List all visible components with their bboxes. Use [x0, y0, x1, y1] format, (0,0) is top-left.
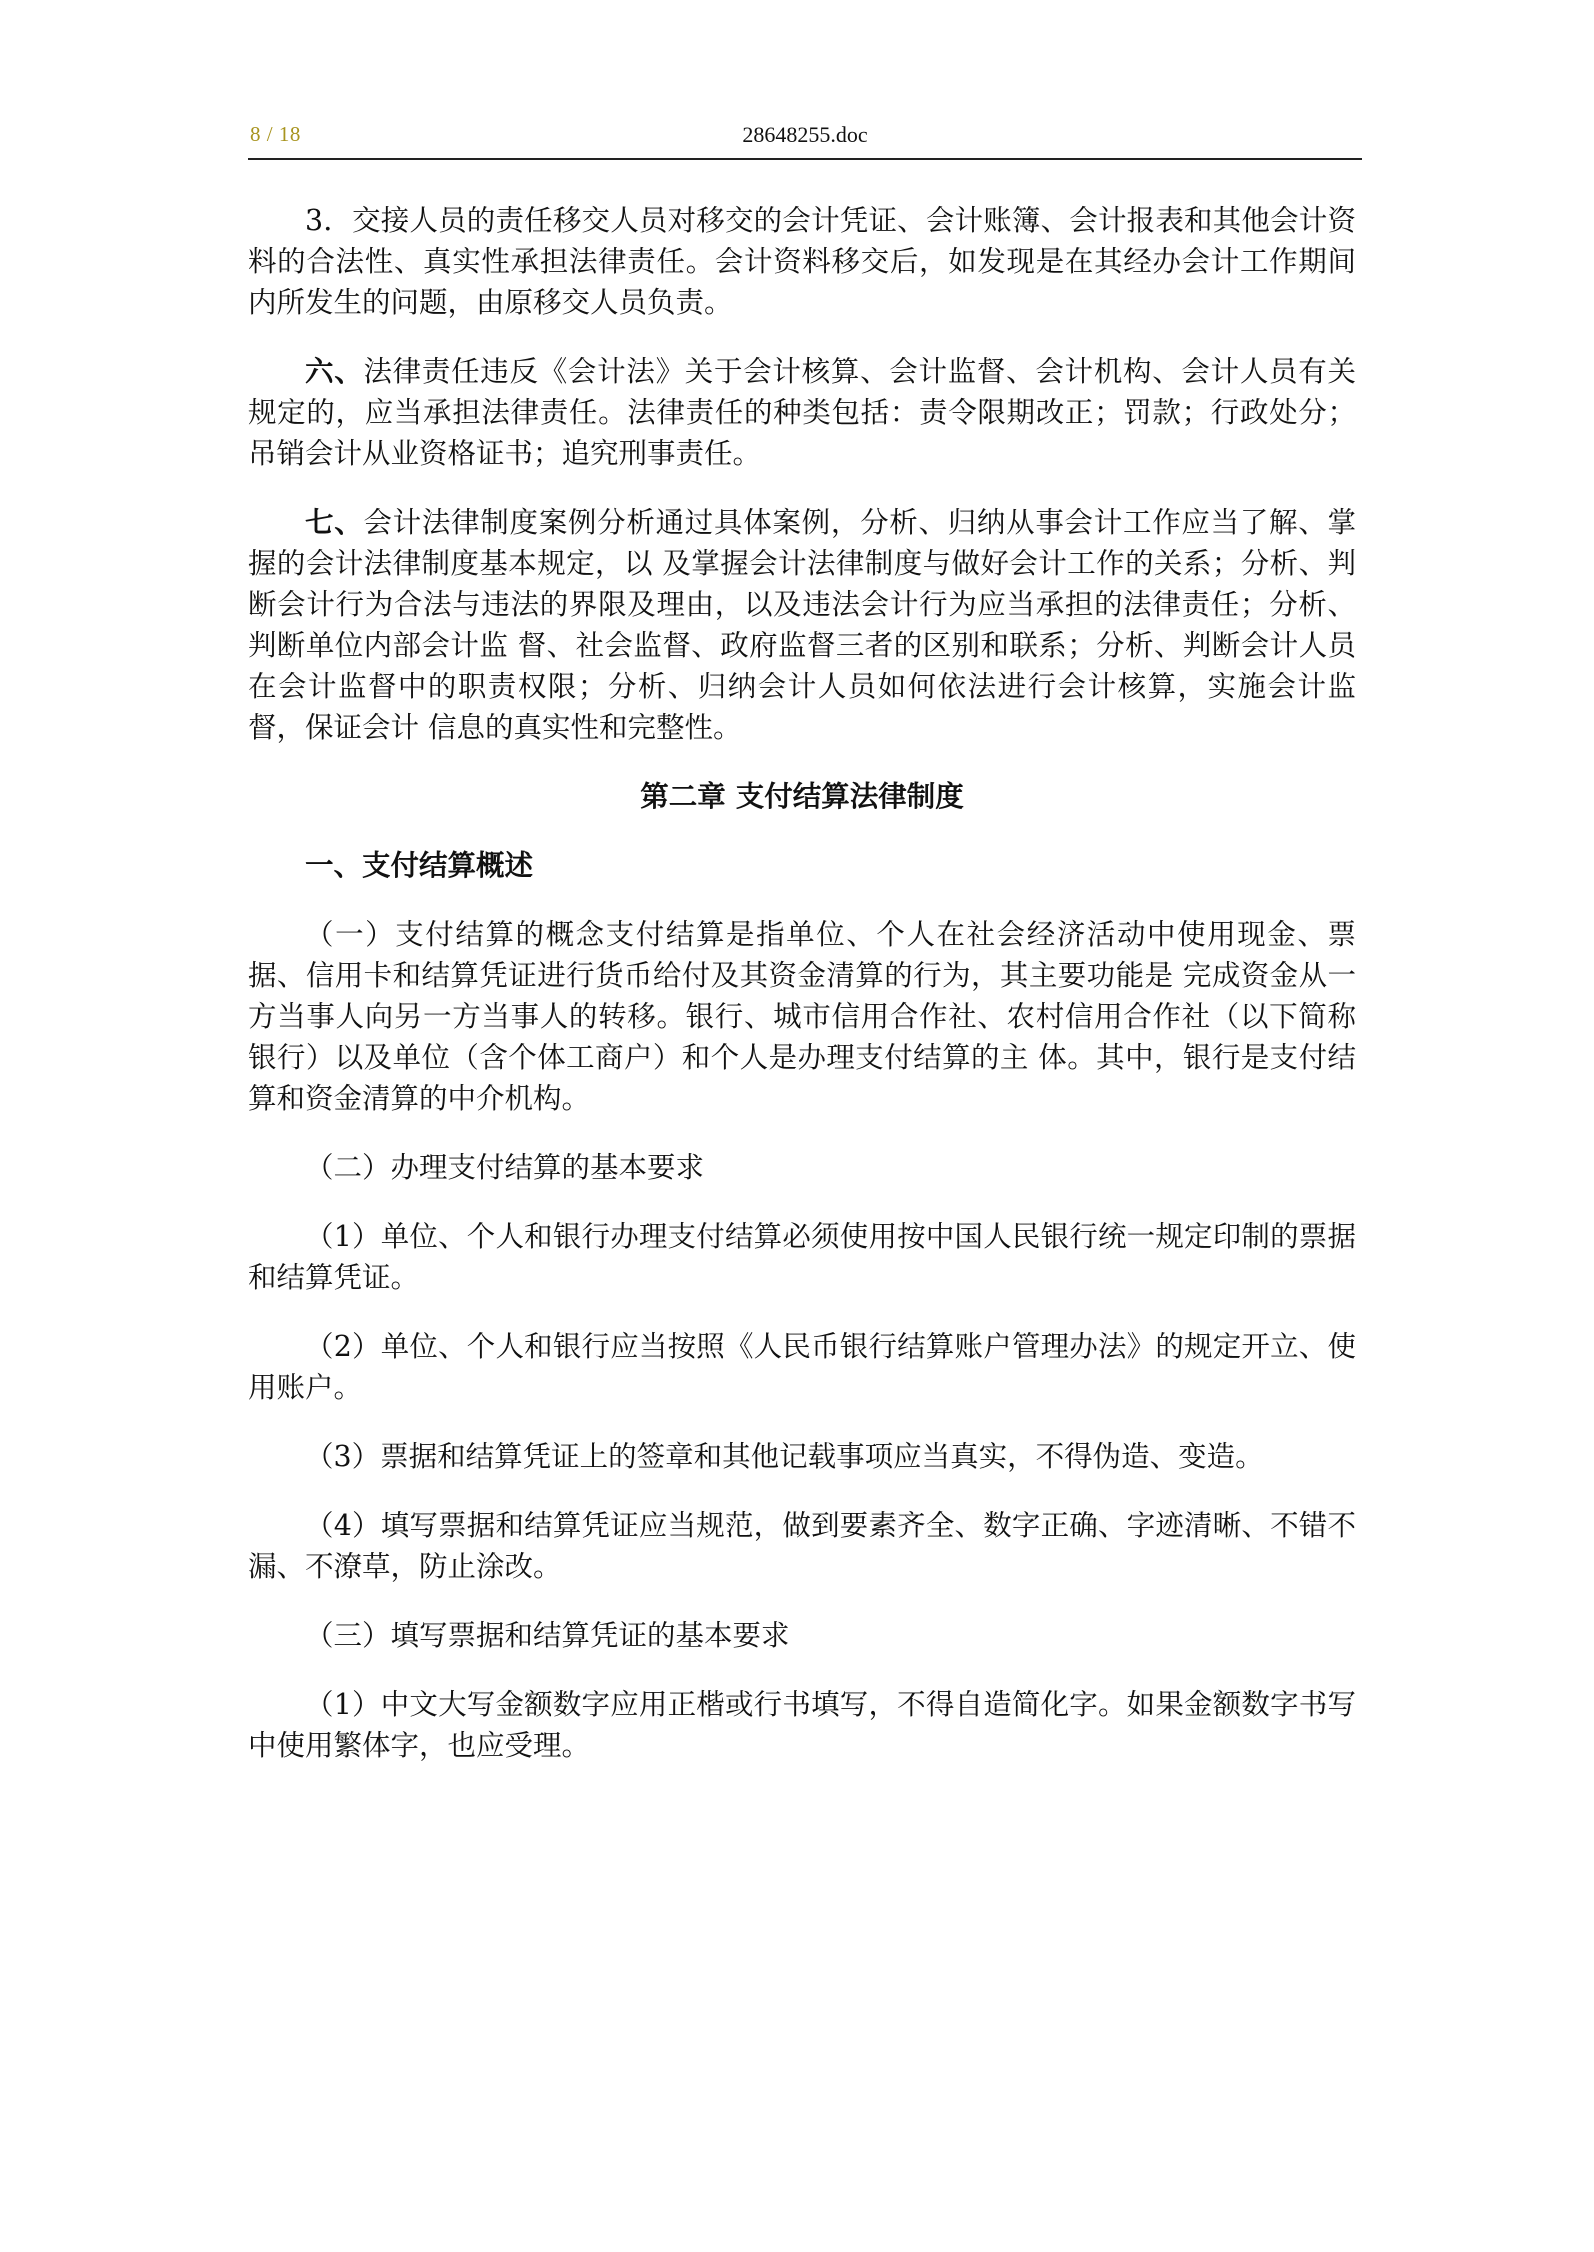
paragraph-filling-requirements-heading: （三）填写票据和结算凭证的基本要求 [305, 1619, 790, 1652]
paragraph-handover-responsibility: 3．交接人员的责任移交人员对移交的会计凭证、会计账簿、会计报表和其他会计资料的合法性、真实性承担法律责任。会计资料移交后，如发现是在其经办会计工作期间内所发生的问题，由原移交人员负责。 [248, 204, 1356, 319]
paragraph-lead: 六、 [305, 354, 364, 388]
page-number: 8 / 18 [250, 122, 301, 146]
paragraph-settlement-concept: （一）支付结算的概念支付结算是指单位、个人在社会经济活动中使用现金、票据、信用卡和结算凭证进行货币给付及其资金清算的行为，其主要功能是 完成资金从一方当事人向另一方当事人的转移。银行、城市信用合作社、农村信用合作社（以下简称银行）以及单位（含个体工商户）和个人是办理支付结算的主 体。其中，银行是支付结算和资金清算的中介机构。 [248, 918, 1356, 1115]
section-title: 一、支付结算概述 [305, 849, 534, 882]
paragraph-case-analysis [248, 502, 1356, 748]
paragraph-requirement-2: （2）单位、个人和银行应当按照《人民币银行结算账户管理办法》的规定开立、使用账户。 [248, 1330, 1356, 1404]
paragraph-basic-requirements-heading: （二）办理支付结算的基本要求 [305, 1151, 705, 1184]
paragraph-text: 会计法律制度案例分析通过具体案例，分析、归纳从事会计工作应当了解、掌握的会计法律制度基本规定，以 及掌握会计法律制度与做好会计工作的关系；分析、判断会计行为合法与违法的界限及理由，以及违法会计行为应当承担的法律责任；分析、判断单位内部会计监 督、社会监督、政府监督三者的区别和联系；分析、判断会计人员在会计监督中的职责权限；分析、归纳会计人员如何依法进行会计核算，实施会计监督，保证会计 信息的真实性和完整性。 [248, 506, 1356, 744]
document-body [248, 200, 1356, 1794]
document-name: 28648255.doc [742, 122, 868, 147]
paragraph-filling-requirement-1: （1）中文大写金额数字应用正楷或行书填写，不得自造简化字。如果金额数字书写中使用繁体字，也应受理。 [248, 1688, 1356, 1762]
page-header [248, 118, 1362, 160]
paragraph-requirement-3: （3）票据和结算凭证上的签章和其他记载事项应当真实，不得伪造、变造。 [305, 1440, 1264, 1473]
paragraph-requirement-1: （1）单位、个人和银行办理支付结算必须使用按中国人民银行统一规定印制的票据和结算凭证。 [248, 1220, 1356, 1294]
paragraph-legal-liability [248, 351, 1356, 474]
paragraph-requirement-4: （4）填写票据和结算凭证应当规范，做到要素齐全、数字正确、字迹清晰、不错不漏、不潦草，防止涂改。 [248, 1509, 1356, 1583]
paragraph-lead: 七、 [305, 505, 364, 539]
paragraph-text: 法律责任违反《会计法》关于会计核算、会计监督、会计机构、会计人员有关规定的，应当承担法律责任。法律责任的种类包括：责令限期改正；罚款；行政处分；吊销会计从业资格证书；追究刑事责任。 [248, 355, 1356, 470]
chapter-title: 第二章 支付结算法律制度 [640, 780, 964, 813]
